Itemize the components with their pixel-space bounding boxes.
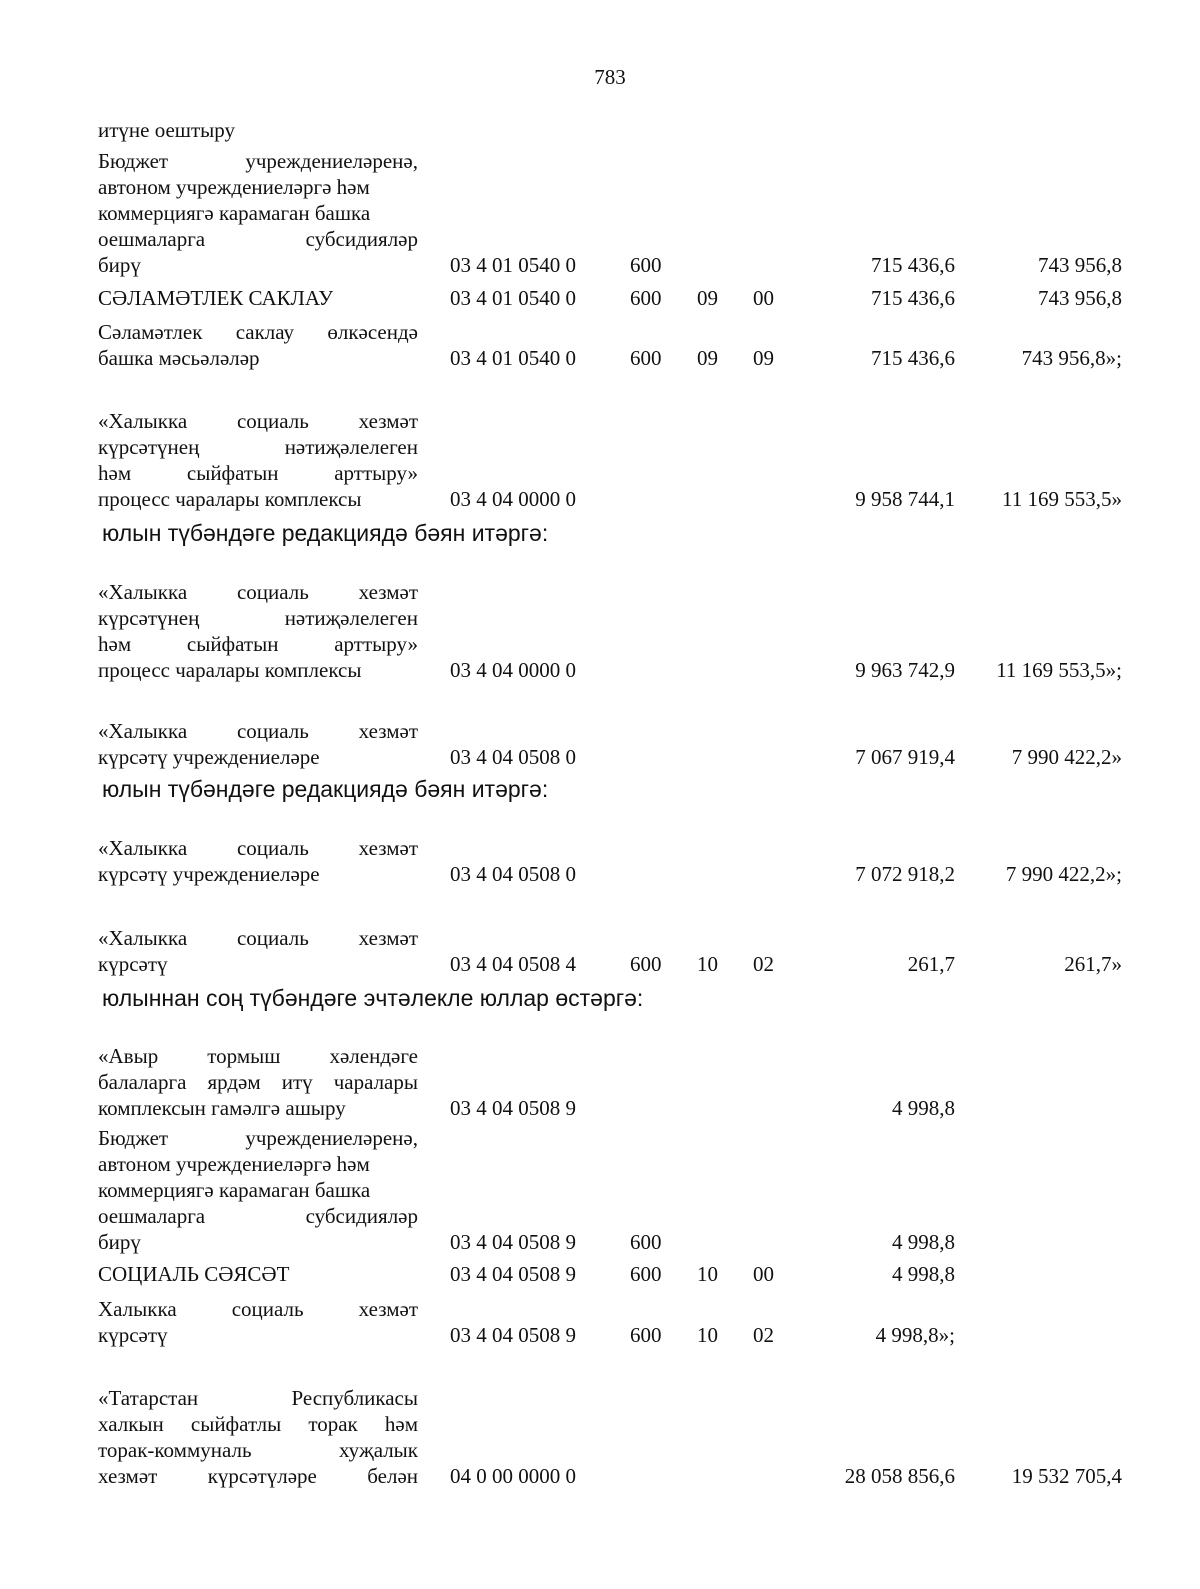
program-code: 03 4 04 0508 9 (450, 1323, 576, 1347)
section-code: 09 (697, 286, 718, 310)
subsection-code: 00 (753, 286, 774, 310)
table-row (0, 1296, 1200, 1348)
table-row (0, 835, 1200, 887)
amount-year-1: 4 998,8»; (875, 1323, 955, 1347)
program-code: 03 4 04 0000 0 (450, 658, 576, 682)
row-label: СӘЛАМӘТЛЕК САКЛАУ (98, 286, 334, 310)
amount-year-1: 7 072 918,2 (855, 862, 955, 886)
table-row (0, 319, 1200, 371)
amount-year-2: 743 956,8»; (1021, 346, 1122, 370)
program-code: 04 0 00 0000 0 (450, 1464, 576, 1488)
section-code: 10 (697, 1323, 718, 1347)
expense-type: 600 (630, 286, 662, 310)
table-row (0, 117, 1200, 143)
table-row (0, 1125, 1200, 1255)
instruction-text: юлын түбәндәге редакциядә бәян итәргә: (102, 776, 549, 802)
amount-year-2: 19 532 705,4 (1011, 1464, 1122, 1488)
table-row (0, 148, 1200, 278)
row-label: итүне оештыру (98, 118, 235, 142)
amount-year-1: 9 963 742,9 (855, 658, 955, 682)
amount-year-2: 743 956,8 (1038, 286, 1122, 310)
amount-year-2: 261,7» (1064, 952, 1122, 976)
program-code: 03 4 04 0508 0 (450, 745, 576, 769)
row-label: «Халыкка социаль хезмәт күрсәтүнең нәтиҗәлелеген һәм сыйфатын арттыру» процесс чаралары комплексы (98, 580, 418, 682)
amount-year-2: 11 169 553,5»; (996, 658, 1122, 682)
expense-type: 600 (630, 1262, 662, 1286)
program-code: 03 4 01 0540 0 (450, 253, 576, 277)
amount-year-1: 4 998,8 (892, 1262, 955, 1286)
table-row (0, 1385, 1200, 1489)
program-code: 03 4 01 0540 0 (450, 346, 576, 370)
amount-year-1: 715 436,6 (871, 346, 955, 370)
row-label: СОЦИАЛЬ СӘЯСӘТ (98, 1262, 290, 1286)
program-code: 03 4 04 0000 0 (450, 487, 576, 511)
table-row (0, 1043, 1200, 1121)
table-row (0, 408, 1200, 512)
row-label: «Халыкка социаль хезмәт күрсәтү (98, 926, 418, 976)
amount-year-1: 4 998,8 (892, 1230, 955, 1254)
row-label: «Авыр тормыш хәлендәге балаларга ярдәм итү чаралары комплексын гамәлгә ашыру (98, 1044, 418, 1120)
program-code: 03 4 04 0508 9 (450, 1096, 576, 1120)
program-code: 03 4 04 0508 4 (450, 952, 576, 976)
amount-year-1: 4 998,8 (892, 1096, 955, 1120)
subsection-code: 02 (753, 1323, 774, 1347)
row-label: «Халыкка социаль хезмәт күрсәтү учреждениеләре (98, 719, 418, 769)
subsection-code: 02 (753, 952, 774, 976)
row-label: Бюджет учреждениеләренә, автоном учреждениеләргә һәм коммерциягә карамаган башка оешмаларга субсидияләр бирү (98, 1126, 418, 1254)
amount-year-2: 7 990 422,2» (1011, 745, 1122, 769)
amount-year-1: 7 067 919,4 (855, 745, 955, 769)
amount-year-2: 7 990 422,2»; (1005, 862, 1122, 886)
instruction-text: юлыннан соң түбәндәге эчтәлекле юллар өстәргә: (102, 985, 644, 1011)
expense-type: 600 (630, 952, 662, 976)
section-code: 09 (697, 346, 718, 370)
expense-type: 600 (630, 346, 662, 370)
amount-year-2: 11 169 553,5» (1002, 487, 1122, 511)
amount-year-1: 715 436,6 (871, 286, 955, 310)
row-label: «Халыкка социаль хезмәт күрсәтү учреждениеләре (98, 836, 418, 886)
section-code: 10 (697, 952, 718, 976)
amount-year-2: 743 956,8 (1038, 253, 1122, 277)
program-code: 03 4 01 0540 0 (450, 286, 576, 310)
amount-year-1: 9 958 744,1 (855, 487, 955, 511)
expense-type: 600 (630, 253, 662, 277)
expense-type: 600 (630, 1323, 662, 1347)
table-row (0, 579, 1200, 683)
program-code: 03 4 04 0508 9 (450, 1262, 576, 1286)
table-row (0, 285, 1200, 311)
row-label: «Халыкка социаль хезмәт күрсәтүнең нәтиҗәлелеген һәм сыйфатын арттыру» процесс чаралары комплексы (98, 409, 418, 511)
subsection-code: 00 (753, 1262, 774, 1286)
amount-year-1: 715 436,6 (871, 253, 955, 277)
program-code: 03 4 04 0508 0 (450, 862, 576, 886)
expense-type: 600 (630, 1230, 662, 1254)
row-label: Сәламәтлек саклау өлкәсендә башка мәсьәләләр (98, 320, 418, 370)
program-code: 03 4 04 0508 9 (450, 1230, 576, 1254)
row-label: «Татарстан Республикасы халкын сыйфатлы торак һәм торак-коммуналь хуҗалык хезмәт күрсәтүләре белән (98, 1386, 418, 1488)
row-label: Бюджет учреждениеләренә, автоном учреждениеләргә һәм коммерциягә карамаган башка оешмаларга субсидияләр бирү (98, 149, 418, 277)
amount-year-1: 28 058 856,6 (844, 1464, 955, 1488)
page-number: 783 (594, 65, 626, 89)
row-label: Халыкка социаль хезмәт күрсәтү (98, 1297, 418, 1347)
table-row (0, 1261, 1200, 1287)
table-row (0, 718, 1200, 770)
subsection-code: 09 (753, 346, 774, 370)
instruction-text: юлын түбәндәге редакциядә бәян итәргә: (102, 520, 549, 546)
section-code: 10 (697, 1262, 718, 1286)
amount-year-1: 261,7 (907, 952, 955, 976)
table-row (0, 925, 1200, 977)
